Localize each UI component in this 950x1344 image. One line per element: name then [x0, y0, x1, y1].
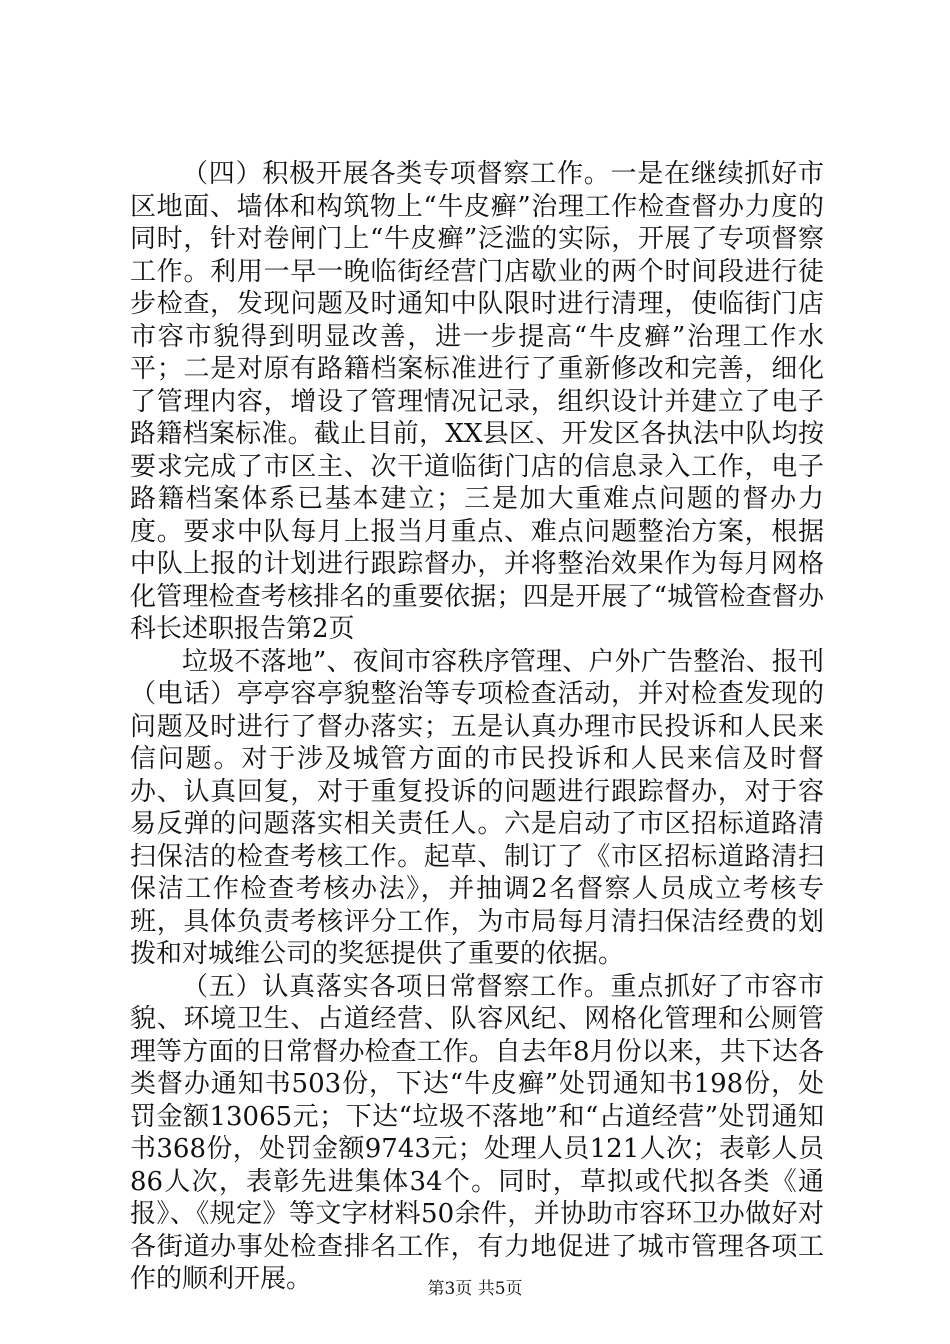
- paragraph-daily-inspection: （五）认真落实各项日常督察工作。重点抓好了市容市貌、环境卫生、占道经营、队容风纪、网格化管理和公厕管理等方面的日常督办检查工作。自去年8月份以来，共下达各类督办通知书503份，下达“牛皮癣”处罚通知书198份，处罚金额13065元；下达“垃圾不落地”和“占道经营”处罚通知书368份，处罚金额9743元；处理人员121人次；表彰人员86人次，表彰先进集体34个。同时，草拟或代拟各类《通报》、《规定》等文字材料50余件，并协助市容环卫办做好对各街道办事处检查排名工作，有力地促进了城市管理各项工作的顺利开展。: [130, 971, 824, 1294]
- paragraph-special-inspection: （四）积极开展各类专项督察工作。一是在继续抓好市区地面、墙体和构筑物上“牛皮癣”治理工作检查督办力度的同时，针对卷闸门上“牛皮癣”泛滥的实际，开展了专项督察工作。利用一早一晚临街经营门店歇业的两个时间段进行徒步检查，发现问题及时通知中队限时进行清理，使临街门店市容市貌得到明显改善，进一步提高“牛皮癣”治理工作水平；二是对原有路籍档案标准进行了重新修改和完善，细化了管理内容，增设了管理情况记录，组织设计并建立了电子路籍档案标准。截止目前，XX县区、开发区各执法中队均按要求完成了市区主、次干道临街门店的信息录入工作，电子路籍档案体系已基本建立；三是加大重难点问题的督办力度。要求中队每月上报当月重点、难点问题整治方案，根据中队上报的计划进行跟踪督办，并将整治效果作为每月网格化管理检查考核排名的重要依据；四是开展了“城管检查督办科长述职报告第2页: [130, 159, 824, 644]
- page-footer: 第3页 共5页: [427, 1279, 523, 1299]
- document-body: [130, 158, 824, 1296]
- paragraph-inspection-continued: 垃圾不落地”、夜间市容秩序管理、户外广告整治、报刊（电话）亭亭容亭貌整治等专项检查活动，并对检查发现的问题及时进行了督办落实；五是认真办理市民投诉和人民来信问题。对于涉及城管方面的市民投诉和人民来信及时督办、认真回复，对于重复投诉的问题进行跟踪督办，对于容易反弹的问题落实相关责任人。六是启动了市区招标道路清扫保洁的检查考核工作。起草、制订了《市区招标道路清扫保洁工作检查考核办法》，并抽调2名督察人员成立考核专班，具体负责考核评分工作，为市局每月清扫保洁经费的划拨和对城维公司的奖惩提供了重要的依据。: [130, 646, 824, 969]
